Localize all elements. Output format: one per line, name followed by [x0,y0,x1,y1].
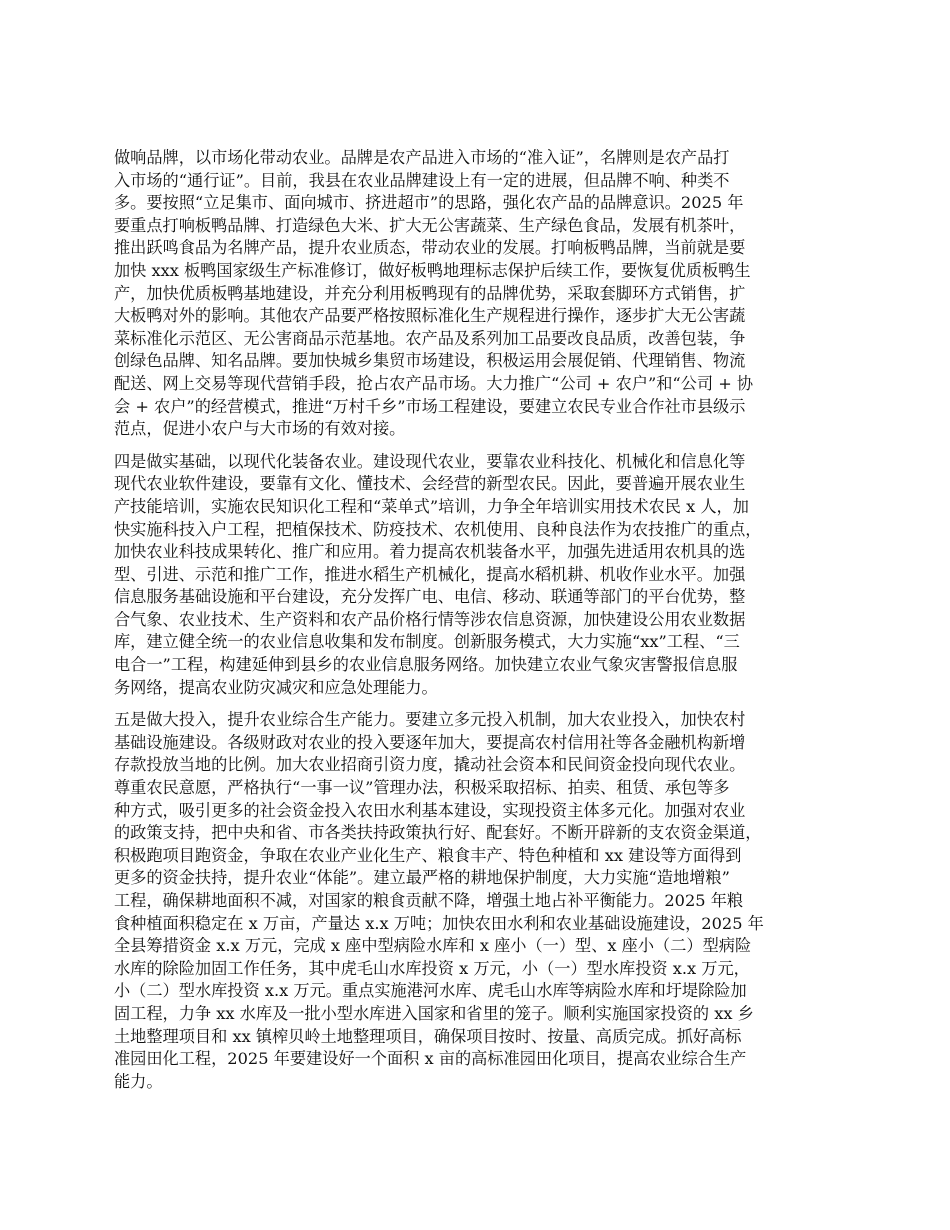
text-line: 尊重农民意愿，严格执行“一事一议”管理办法，积极采取招标、拍卖、租赁、承包等多 [114,778,730,798]
text-line: 电合一”工程，构建延伸到县乡的农业信息服务网络。加快建立农业气象灾害警报信息服 [114,655,738,675]
document-body [114,147,859,1103]
text-line: 合气象、农业技术、生产资料和农产品价格行情等涉农信息资源，加快建设公用农业数据 [114,609,746,629]
text-line: 种方式，吸引更多的社会资金投入农田水利基本建设，实现投资主体多元化。加强对农业 [114,800,746,820]
text-line: 范点，促进小农户与大市场的有效对接。 [114,419,406,439]
text-line: 五是做大投入，提升农业综合生产能力。要建立多元投入机制，加大农业投入，加快农村 [114,710,746,730]
text-line: 能力。 [114,1071,163,1091]
paragraph [114,451,859,700]
text-line: 更多的资金扶持，提升农业“体能”。建立最严格的耕地保护制度，大力实施“造地增粮” [114,868,730,888]
text-line: 积极跑项目跑资金，争取在农业产业化生产、粮食丰产、特色种植和 xx 建设等方面得到 [114,845,742,865]
text-line: 配送、网上交易等现代营销手段，抢占农产品市场。大力推广“公司 + 农户”和“公司 + 协 [114,373,754,393]
paragraph [114,147,859,441]
text-line: 加快 xxx 板鸭国家级生产标准修订，做好板鸭地理标志保护后续工作，要恢复优质板鸭生 [114,260,751,280]
text-line: 加快农业科技成果转化、推广和应用。着力提高农机装备水平，加强先进适用农机具的选 [114,542,746,562]
text-line: 产，加快优质板鸭基地建设，并充分利用板鸭现有的品牌优势，采取套脚环方式销售，扩 [114,283,746,303]
text-line: 四是做实基础，以现代化装备农业。建设现代农业，要靠农业科技化、机械化和信息化等 [114,451,746,471]
text-line: 全县筹措资金 x.x 万元，完成 x 座中型病险水库和 x 座小（一）型、x 座小（二）型病险 [114,936,752,956]
text-line: 创绿色品牌、知名品牌。要加快城乡集贸市场建设，积极运用会展促销、代理销售、物流 [114,351,746,371]
text-line: 做响品牌，以市场化带动农业。品牌是农产品进入市场的“准入证”，名牌则是农产品打 [114,148,730,167]
text-line: 大板鸭对外的影响。其他农产品要严格按照标准化生产规程进行操作，逐步扩大无公害蔬 [114,306,746,326]
text-line: 基础设施建设。各级财政对农业的投入要逐年加大，要提高农村信用社等各金融机构新增 [114,732,746,752]
text-line: 固工程，力争 xx 水库及一批小型水库进入国家和省里的笼子。顺利实施国家投资的 xx 乡 [114,1003,754,1023]
paragraph [114,709,859,1093]
text-line: 型、引进、示范和推广工作，推进水稻生产机械化，提高水稻机耕、机收作业水平。加强 [114,564,746,584]
text-line: 会 + 农户”的经营模式，推进“万村千乡”市场工程建设，要建立农民专业合作社市县级示 [114,396,746,416]
text-line: 务网络，提高农业防灾减灾和应急处理能力。 [114,677,438,697]
text-line: 入市场的“通行证”。目前，我县在农业品牌建设上有一定的进展，但品牌不响、种类不 [114,170,730,190]
text-line: 推出跃鸣食品为名牌产品，提升农业质态，带动农业的发展。打响板鸭品牌，当前就是要 [114,238,746,258]
text-line: 土地整理项目和 xx 镇榨贝岭土地整理项目，确保项目按时、按量、高质完成。抓好高标 [114,1026,742,1046]
text-line: 产技能培训，实施农民知识化工程和“菜单式”培训，力争全年培训实用技术农民 x 人，加 [114,496,749,516]
text-line: 小（二）型水库投资 x.x 万元。重点实施港河水库、虎毛山水库等病险水库和圩堤除险加 [114,981,747,1001]
text-line: 快实施科技入户工程，把植保技术、防疫技术、农机使用、良种良法作为农技推广的重点， [114,519,762,539]
text-line: 信息服务基础设施和平台建设，充分发挥广电、电信、移动、联通等部门的平台优势，整 [114,587,746,607]
text-line: 菜标准化示范区、无公害商品示范基地。农产品及系列加工品要改良品质，改善包装，争 [114,328,746,348]
text-line: 要重点打响板鸭品牌、打造绿色大米、扩大无公害蔬菜、生产绿色食品，发展有机茶叶， [114,215,746,235]
text-line: 多。要按照“立足集市、面向城市、挤进超市”的思路，强化农产品的品牌意识。2025 年 [114,193,744,213]
text-line: 的政策支持，把中央和省、市各类扶持政策执行好、配套好。不断开辟新的支农资金渠道， [114,823,762,843]
text-line: 食种植面积稳定在 x 万亩，产量达 x.x 万吨；加快农田水利和农业基础设施建设，2025 年 [114,913,764,933]
text-line: 现代农业软件建设，要靠有文化、懂技术、会经营的新型农民。因此，要普遍开展农业生 [114,474,746,494]
text-line: 工程，确保耕地面积不减，对国家的粮食贡献不降，增强土地占补平衡能力。2025 年粮 [114,891,744,910]
text-line: 水库的除险加固工作任务，其中虎毛山水库投资 x 万元，小（一）型水库投资 x.x 万元， [114,958,750,978]
text-line: 存款投放当地的比例。加大农业招商引资力度，撬动社会资本和民间资金投向现代农业。 [114,755,746,775]
text-line: 准园田化工程，2025 年要建设好一个面积 x 亩的高标准园田化项目，提高农业综合生产 [114,1049,747,1069]
text-line: 库，建立健全统一的农业信息收集和发布制度。创新服务模式，大力实施“xx”工程、“三 [114,632,740,652]
